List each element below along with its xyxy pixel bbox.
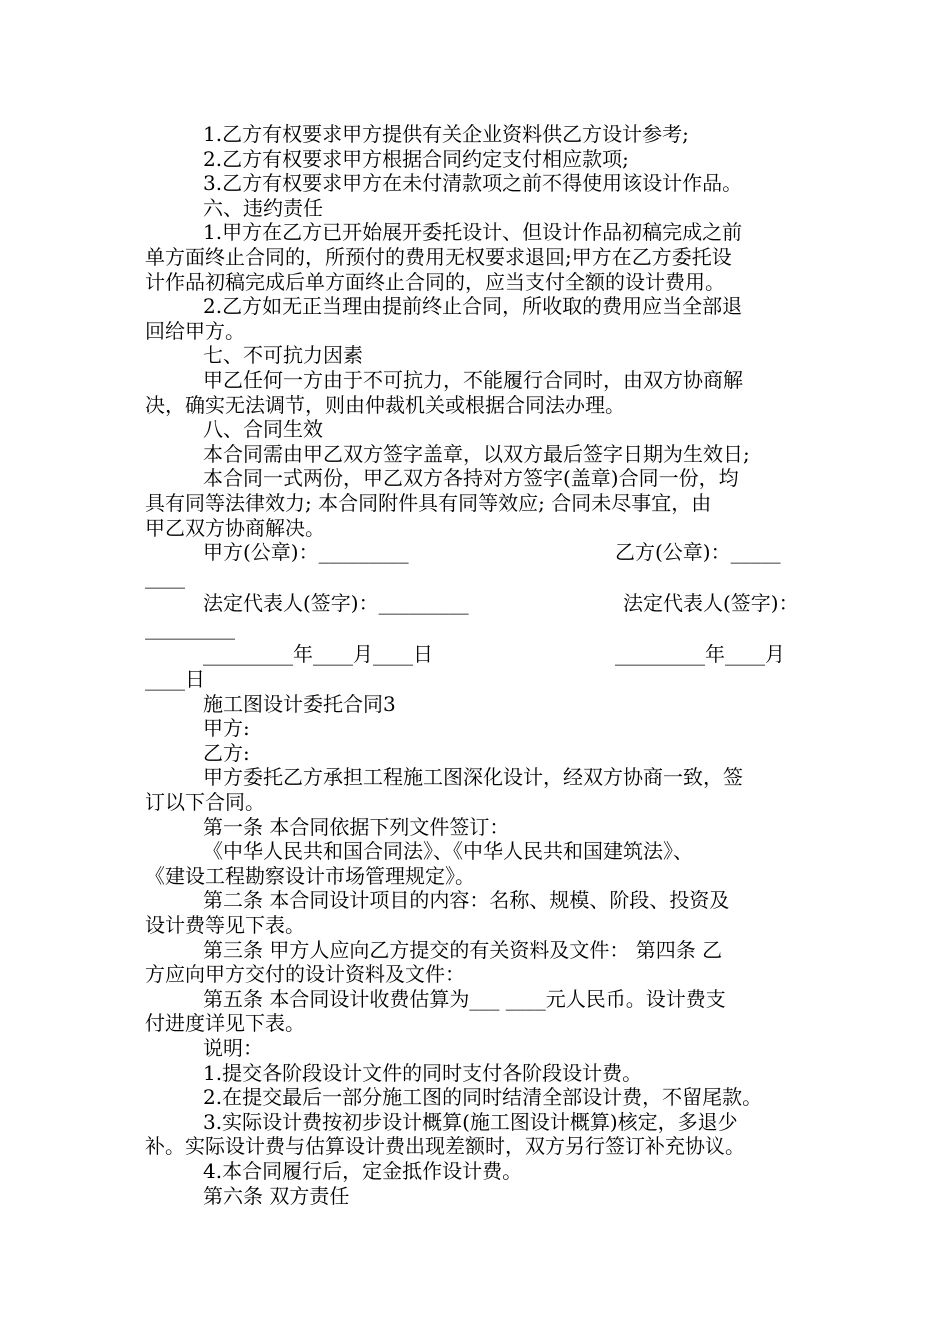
article-heading: 第一条 本合同依据下列文件签订： [203,814,510,839]
text-line: 决，确实无法调节，则由仲裁机关或根据合同法办理。 [145,392,625,417]
text-line: 甲方委托乙方承担工程施工图深化设计，经双方协商一致，签 [203,765,743,790]
party-a-seal: 甲方(公章)：_________ [203,540,409,565]
article-heading: 第三条 甲方人应向乙方提交的有关资料及文件： 第四条 乙 [203,937,723,962]
document-page [145,122,807,1208]
party-b-representative: 法定代表人(签字)： [623,591,799,616]
text-line: 1.提交各阶段设计文件的同时支付各阶段设计费。 [203,1060,643,1085]
party-b-representative-cont: _________ [145,615,235,640]
text-line: 订以下合同。 [145,790,265,815]
text-line: 3.乙方有权要求甲方在未付清款项之前不得使用该设计作品。 [203,171,743,196]
party-b-date: _________年____月 [615,642,785,667]
party-b-seal: 乙方(公章)：_____ [615,540,781,565]
party-b-label: 乙方: [203,740,250,765]
text-line: 2.乙方有权要求甲方根据合同约定支付相应款项; [203,146,629,171]
text-line: 本合同需由甲乙双方签字盖章，以双方最后签字日期为生效日; [203,441,750,466]
contract-title: 施工图设计委托合同3 [203,691,396,716]
text-line: 1.乙方有权要求甲方提供有关企业资料供乙方设计参考; [203,122,689,146]
article-heading: 第六条 双方责任 [203,1183,350,1208]
party-a-label: 甲方: [203,716,250,741]
text-line: 《中华人民共和国合同法》、《中华人民共和国建筑法》、 [203,839,693,864]
text-line: 2.乙方如无正当理由提前终止合同，所收取的费用应当全部退 [203,294,743,319]
text-line: 方应向甲方交付的设计资料及文件： [145,962,465,987]
text-line: 4.本合同履行后，定金抵作设计费。 [203,1158,523,1183]
party-b-seal-cont: ____ [145,564,185,589]
article-heading: 第二条 本合同设计项目的内容：名称、规模、阶段、投资及 [203,888,730,913]
text-line: 设计费等见下表。 [145,913,305,937]
text-line: 付进度详见下表。 [145,1011,305,1036]
text-line: 《建设工程勘察设计市场管理规定》。 [145,863,475,888]
section-heading: 六、违约责任 [203,195,323,220]
notes-heading: 说明： [203,1035,263,1060]
text-line: 回给甲方。 [145,318,245,343]
text-line: 1.甲方在乙方已开始展开委托设计、但设计作品初稿完成之前 [203,220,743,245]
text-line: 2.在提交最后一部分施工图的同时结清全部设计费，不留尾款。 [203,1085,763,1110]
text-line: 甲乙任何一方由于不可抗力，不能履行合同时，由双方协商解 [203,367,743,392]
text-line: 本合同一式两份，甲乙双方各持对方签字(盖章)合同一份，均 [203,466,739,491]
text-line: 3.实际设计费按初步设计概算(施工图设计概算)核定，多退少 [203,1109,738,1134]
article-heading: 第五条 本合同设计收费估算为___ ____元人民币。设计费支 [203,986,726,1011]
seal-row [145,540,807,565]
section-heading: 八、合同生效 [203,417,323,442]
text-line: 具有同等法律效力; 本合同附件具有同等效应; 合同未尽事宜，由 [145,490,712,515]
party-a-date: _________年____月____日 [203,642,433,667]
representative-row [145,591,807,616]
text-line: 计作品初稿完成后单方面终止合同的，应当支付全额的设计费用。 [145,269,725,294]
text-line: 甲乙双方协商解决。 [145,515,325,540]
party-b-date-cont: ____日 [145,667,205,692]
party-a-representative: 法定代表人(签字)：_________ [203,591,469,616]
text-line: 单方面终止合同的，所预付的费用无权要求退回;甲方在乙方委托设 [145,244,732,269]
text-line: 补。实际设计费与估算设计费出现差额时，双方另行签订补充协议。 [145,1134,745,1159]
date-row [145,642,807,667]
section-heading: 七、不可抗力因素 [203,343,363,368]
